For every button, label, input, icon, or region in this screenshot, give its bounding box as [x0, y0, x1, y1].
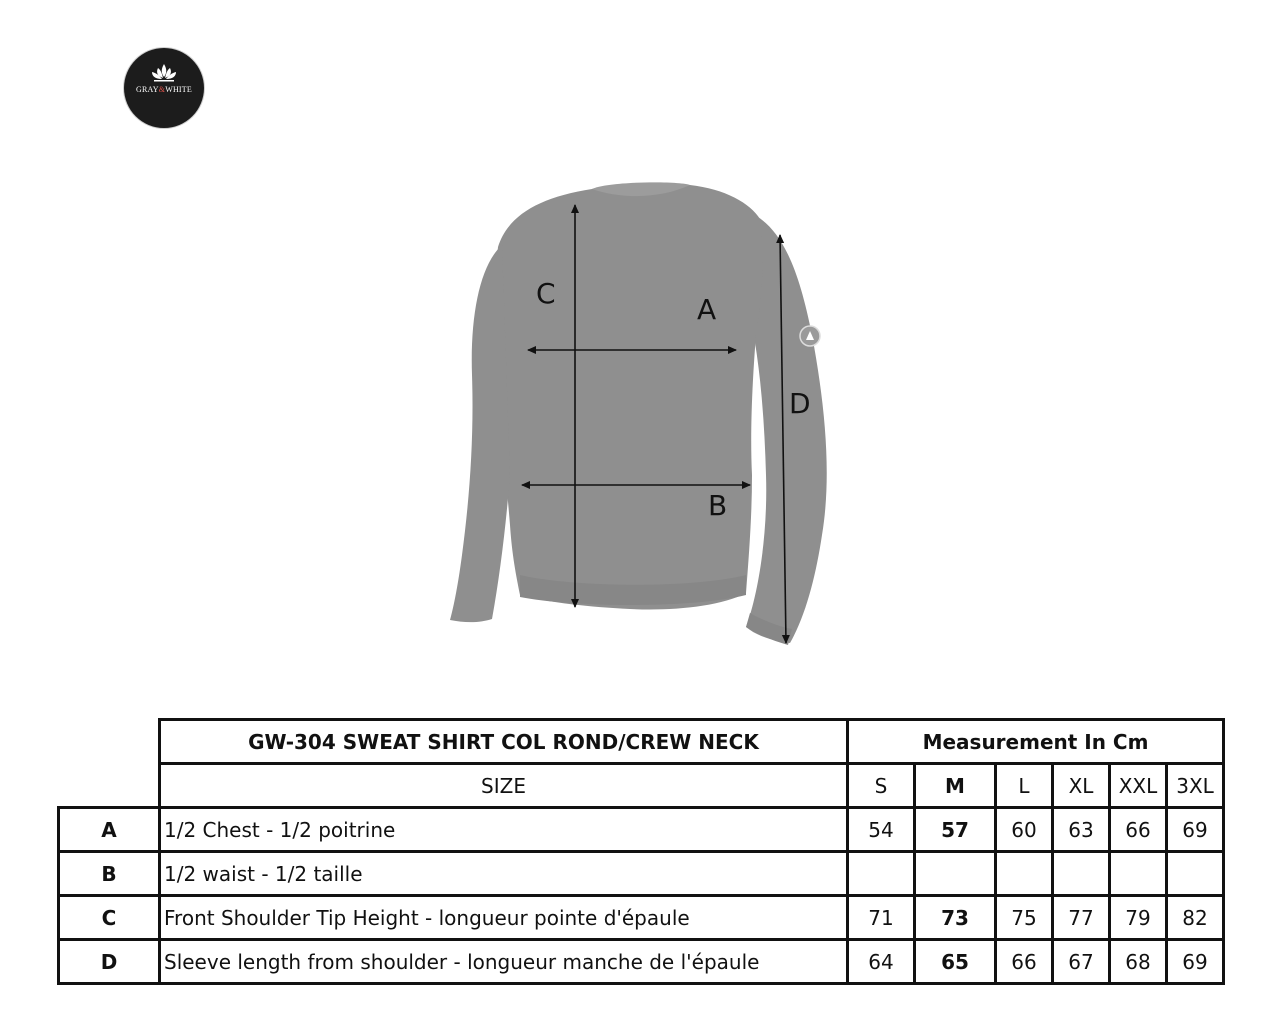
table-cell: 54	[848, 808, 915, 852]
row-description: 1/2 waist - 1/2 taille	[160, 852, 848, 896]
size-header: XXL	[1110, 764, 1167, 808]
table-row	[59, 896, 1224, 940]
row-description: 1/2 Chest - 1/2 poitrine	[160, 808, 848, 852]
table-cell: 60	[996, 808, 1053, 852]
table-cell: 69	[1167, 808, 1224, 852]
body-shape	[495, 184, 762, 610]
table-cell: 73	[915, 896, 996, 940]
size-header: M	[915, 764, 996, 808]
left-sleeve-shape	[450, 245, 510, 622]
table-cell: 65	[915, 940, 996, 984]
table-cell: 57	[915, 808, 996, 852]
row-code: C	[59, 896, 160, 940]
table-cell: 66	[996, 940, 1053, 984]
table-cell: 82	[1167, 896, 1224, 940]
table-cell: 68	[1110, 940, 1167, 984]
table-cell: 63	[1053, 808, 1110, 852]
row-description: Sleeve length from shoulder - longueur manche de l'épaule	[160, 940, 848, 984]
table-cell: 64	[848, 940, 915, 984]
table-cell: 66	[1110, 808, 1167, 852]
table-cell: 69	[1167, 940, 1224, 984]
table-cell: 75	[996, 896, 1053, 940]
table-cell	[1053, 852, 1110, 896]
size-label: SIZE	[160, 764, 848, 808]
empty-corner	[59, 720, 160, 764]
measurement-header: Measurement In Cm	[848, 720, 1224, 764]
table-cell: 67	[1053, 940, 1110, 984]
size-header: XL	[1053, 764, 1110, 808]
row-code: A	[59, 808, 160, 852]
table-cell	[1110, 852, 1167, 896]
product-title: GW-304 SWEAT SHIRT COL ROND/CREW NECK	[160, 720, 848, 764]
size-header: 3XL	[1167, 764, 1224, 808]
label-d: D	[789, 387, 811, 420]
table-cell	[915, 852, 996, 896]
sweatshirt-diagram	[440, 175, 840, 655]
table-row	[59, 808, 1224, 852]
table-cell	[996, 852, 1053, 896]
label-c: C	[536, 277, 556, 310]
size-header: S	[848, 764, 915, 808]
label-b: B	[708, 489, 728, 522]
row-description: Front Shoulder Tip Height - longueur pointe d'épaule	[160, 896, 848, 940]
table-row	[59, 940, 1224, 984]
size-header-row	[59, 764, 1224, 808]
row-code: B	[59, 852, 160, 896]
table-row	[59, 852, 1224, 896]
table-title-row	[59, 720, 1224, 764]
size-chart-table	[57, 718, 1225, 985]
brand-logo	[124, 48, 204, 128]
size-header: L	[996, 764, 1053, 808]
sweatshirt-drawing	[440, 175, 840, 655]
label-a: A	[697, 293, 717, 326]
table-cell: 71	[848, 896, 915, 940]
empty-corner	[59, 764, 160, 808]
table-cell: 77	[1053, 896, 1110, 940]
table-cell	[1167, 852, 1224, 896]
row-code: D	[59, 940, 160, 984]
table-cell	[848, 852, 915, 896]
table-cell: 79	[1110, 896, 1167, 940]
brand-name: GRAY&WHITE	[136, 85, 192, 94]
